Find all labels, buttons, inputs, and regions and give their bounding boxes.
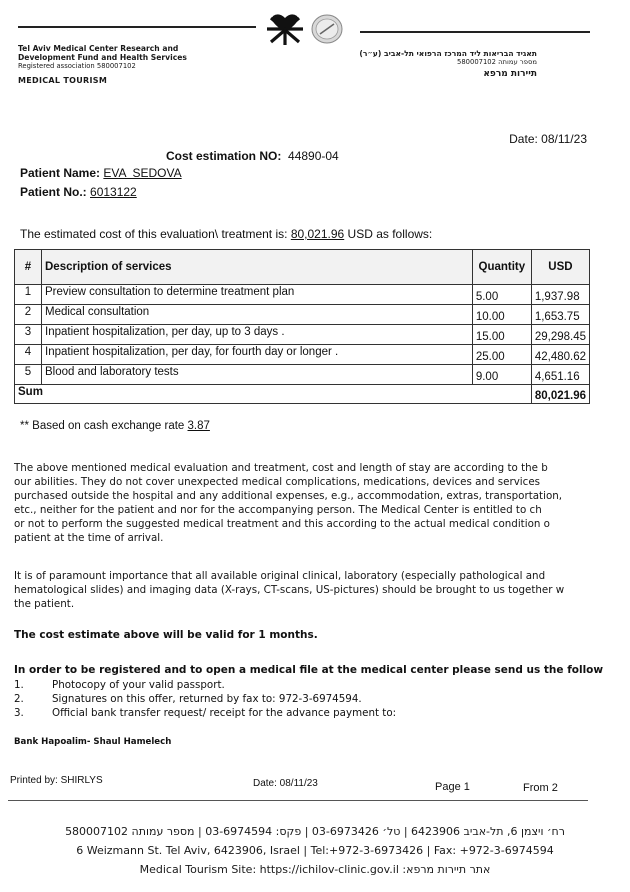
table-row <box>15 345 590 365</box>
cost-estimation-number <box>166 149 339 163</box>
requirements-list <box>14 678 396 720</box>
row-description: Inpatient hospitalization, per day, up to 3 days . <box>42 325 473 345</box>
paragraph-line: purchased outside the hospital and any additional expenses, e.g., accommodation, extras, transportation, <box>14 490 563 502</box>
col-header-description: Description of services <box>42 250 473 285</box>
list-item-text: Photocopy of your valid passport. <box>52 679 225 691</box>
paragraph-line: The above mentioned medical evaluation and treatment, cost and length of stay are according to the b <box>14 462 548 474</box>
cost-estimation-value: 44890-04 <box>288 149 339 163</box>
estimate-prefix: The estimated cost of this evaluation\ treatment is: <box>20 227 288 241</box>
paragraph-line: or not to perform the suggested medical treatment and this according to the actual medical condition o <box>14 518 550 530</box>
table-row <box>15 365 590 385</box>
row-quantity: 9.00 <box>472 365 531 385</box>
address-hebrew: רח׳ ויצמן 6, תל-אביב 6423906 | טל׳ 03-6973426 | פקס: 03-6974594 | מספר עמותה 580007102 <box>65 825 565 838</box>
table-sum-row <box>15 385 590 404</box>
exchange-rate-note <box>20 420 210 432</box>
header-rule-right <box>360 31 590 33</box>
row-description: Preview consultation to determine treatment plan <box>42 285 473 305</box>
list-item <box>14 678 396 692</box>
estimate-suffix: USD as follows: <box>347 227 433 241</box>
table-header-row <box>15 250 590 285</box>
col-header-num: # <box>15 250 42 285</box>
sum-value: 80,021.96 <box>531 385 589 404</box>
org-header-he <box>359 49 537 79</box>
address-english: 6 Weizmann St. Tel Aviv, 6423906, Israel | Tel:+972-3-6973426 | Fax: +972-3-6974594 <box>76 844 554 857</box>
org-registration: Registered association 580007102 <box>18 62 136 70</box>
row-description: Blood and laboratory tests <box>42 365 473 385</box>
patient-name <box>20 166 182 180</box>
row-num: 4 <box>15 345 42 365</box>
cost-estimation-label: Cost estimation NO: <box>166 149 282 163</box>
list-item-text: Signatures on this offer, returned by fax to: 972-3-6974594. <box>52 693 362 705</box>
estimate-summary <box>20 227 432 241</box>
sum-label: Sum <box>15 385 532 404</box>
row-description: Medical consultation <box>42 305 473 325</box>
org-name-line2: Development Fund and Health Services <box>18 53 187 62</box>
row-usd: 1,653.75 <box>531 305 589 325</box>
paragraph-line: etc., neither for the patient and nor for the accompanying person. The Medical Center is entitled to ch <box>14 504 542 516</box>
table-row <box>15 305 590 325</box>
paragraph-line: the patient. <box>14 598 75 610</box>
org-registration-he: מספר עמותה 580007102 <box>457 58 537 66</box>
org-name-he: תאגיד הבריאות ליד המרכז הרפואי תל-אביב (ע״ר) <box>359 49 537 58</box>
patient-number-label: Patient No.: <box>20 185 87 199</box>
list-item-number: 3. <box>14 707 24 719</box>
disclaimer-paragraph <box>14 461 630 545</box>
patient-name-label: Patient Name: <box>20 166 101 180</box>
header-rule-left <box>18 26 256 28</box>
page-number: Page 1 <box>435 781 470 793</box>
documents-paragraph <box>14 569 630 611</box>
list-item-number: 1. <box>14 679 24 691</box>
table-row <box>15 285 590 305</box>
patient-name-value: EVA SEDOVA <box>103 166 182 180</box>
col-header-usd: USD <box>531 250 589 285</box>
row-usd: 42,480.62 <box>531 345 589 365</box>
list-item <box>14 706 396 720</box>
col-header-quantity: Quantity <box>472 250 531 285</box>
list-item-text: Official bank transfer request/ receipt for the advance payment to: <box>52 707 397 719</box>
row-num: 1 <box>15 285 42 305</box>
document-date <box>509 132 587 146</box>
hospital-logo-icon <box>263 12 307 46</box>
validity-statement: The cost estimate above will be valid for 1 months. <box>14 629 318 641</box>
row-quantity: 10.00 <box>472 305 531 325</box>
date-value: 08/11/23 <box>541 132 587 146</box>
patient-number-value: 6013122 <box>90 185 137 199</box>
paragraph-line: It is of paramount importance that all available original clinical, laboratory (especially pathological and <box>14 570 546 582</box>
table-row <box>15 325 590 345</box>
paragraph-line: patient at the time of arrival. <box>14 532 164 544</box>
row-quantity: 25.00 <box>472 345 531 365</box>
department-label-he: תיירות מרפא <box>483 69 537 79</box>
estimate-total: 80,021.96 <box>290 227 345 241</box>
footer-rule <box>8 800 588 801</box>
row-num: 3 <box>15 325 42 345</box>
bank-name: Bank Hapoalim- Shaul Hamelech <box>14 737 172 747</box>
row-usd: 4,651.16 <box>531 365 589 385</box>
list-item <box>14 692 396 706</box>
date-label: Date: <box>509 132 538 146</box>
department-label: MEDICAL TOURISM <box>18 76 108 85</box>
seal-icon <box>311 14 343 44</box>
footer-date: Date: 08/11/23 <box>253 778 318 789</box>
row-usd: 1,937.98 <box>531 285 589 305</box>
page-total: From 2 <box>523 782 558 794</box>
org-name-line1: Tel Aviv Medical Center Research and <box>18 44 179 53</box>
row-num: 5 <box>15 365 42 385</box>
row-description: Inpatient hospitalization, per day, for fourth day or longer . <box>42 345 473 365</box>
row-num: 2 <box>15 305 42 325</box>
cost-table <box>14 249 590 404</box>
org-header-en <box>18 44 187 85</box>
row-usd: 29,298.45 <box>531 325 589 345</box>
paragraph-line: hematological slides) and imaging data (X-rays, CT-scans, US-pictures) should be brought to us together w <box>14 584 565 596</box>
exchange-rate-label: ** Based on cash exchange rate <box>20 420 185 432</box>
medical-tourism-site: Medical Tourism Site: https://ichilov-clinic.gov.il :אתר תיירות מרפא <box>139 863 491 876</box>
printed-by: Printed by: SHIRLYS <box>10 775 103 786</box>
list-item-number: 2. <box>14 693 24 705</box>
registration-instructions-title: In order to be registered and to open a medical file at the medical center please send us the follow <box>14 664 604 676</box>
row-quantity: 5.00 <box>472 285 531 305</box>
paragraph-line: our abilities. They do not cover unexpected medical complications, medications, devices and services <box>14 476 541 488</box>
patient-number <box>20 185 137 199</box>
row-quantity: 15.00 <box>472 325 531 345</box>
exchange-rate-value: 3.87 <box>187 420 210 432</box>
